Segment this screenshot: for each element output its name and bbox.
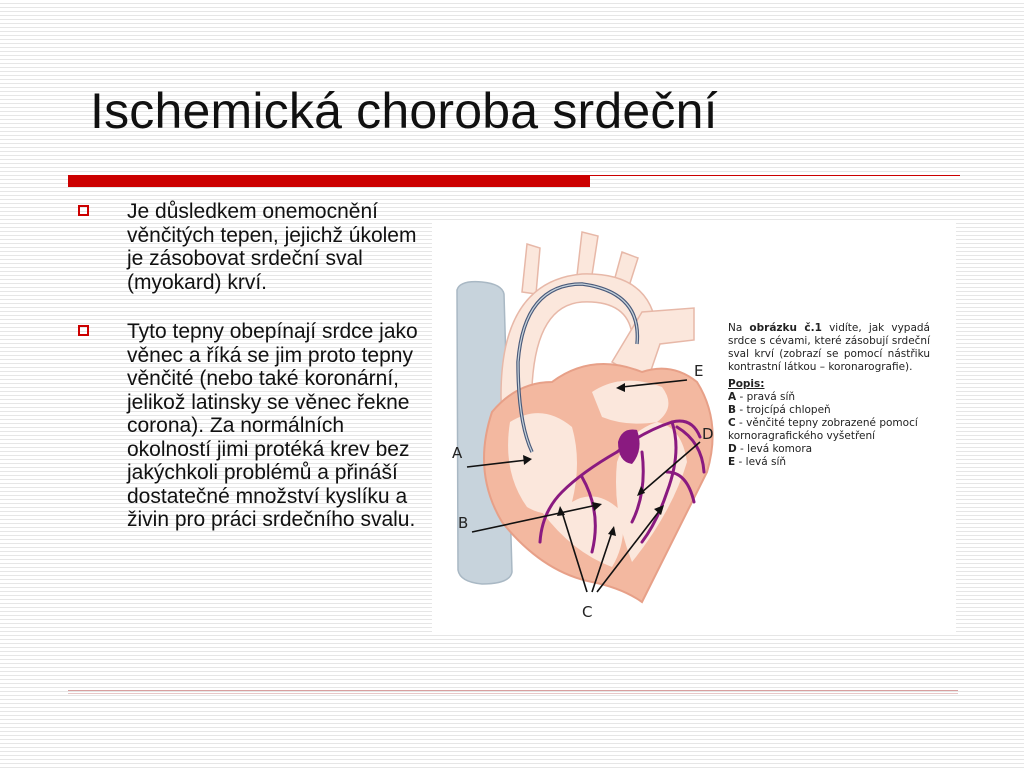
- figure-label-a: A: [452, 444, 463, 462]
- legend-heading: Popis:: [728, 378, 765, 390]
- bullet-item: [76, 320, 421, 532]
- legend-item-b: B - trojcípá chlopeň: [728, 404, 831, 416]
- heart-figure: [432, 222, 956, 634]
- bullet-item: [76, 200, 421, 294]
- left-atrium: [592, 381, 668, 424]
- legend-item-a: A - pravá síň: [728, 391, 796, 403]
- legend-item-c: C - věnčité tepny zobrazené pomocí kornoragrafického vyšetření: [728, 417, 918, 442]
- bullet-text: Je důsledkem onemocnění věnčitých tepen, jejichž úkolem je zásobovat srdeční sval (myokard) krví.: [127, 200, 417, 294]
- bullet-list: [76, 200, 421, 558]
- aortic-branch: [522, 244, 540, 294]
- figure-label-b: B: [458, 514, 469, 532]
- footer-rule: [68, 690, 958, 691]
- square-bullet-icon: [78, 205, 89, 216]
- title-accent-bar: [68, 175, 590, 187]
- figure-label-e: E: [694, 362, 704, 380]
- figure-caption: [728, 322, 930, 469]
- caption-intro: Na obrázku č.1 vidíte, jak vypadá srdce s cévami, které zásobují srdeční sval krví (zobrazí se pomocí nástřiku kontrastní látkou – koronarografie).: [728, 322, 930, 373]
- bullet-text: Tyto tepny obepínají srdce jako věnec a říká se jim proto tepny věnčité (nebo také koronární, jelikož latinsky se věnec řekne corona). Za normálních okolností jimi protéká krev bez jakýchkoli problémů a přináší dostatečné množství kyslíku a živin pro práci srdečního svalu.: [127, 320, 418, 531]
- figure-label-d: D: [702, 425, 714, 443]
- square-bullet-icon: [78, 325, 89, 336]
- legend-item-e: E - levá síň: [728, 456, 787, 468]
- slide-title: Ischemická choroba srdeční: [90, 83, 718, 139]
- figure-label-c: C: [582, 603, 593, 621]
- footer-rule-secondary: [68, 693, 958, 694]
- legend-item-d: D - levá komora: [728, 443, 813, 455]
- title-underline: [590, 175, 960, 176]
